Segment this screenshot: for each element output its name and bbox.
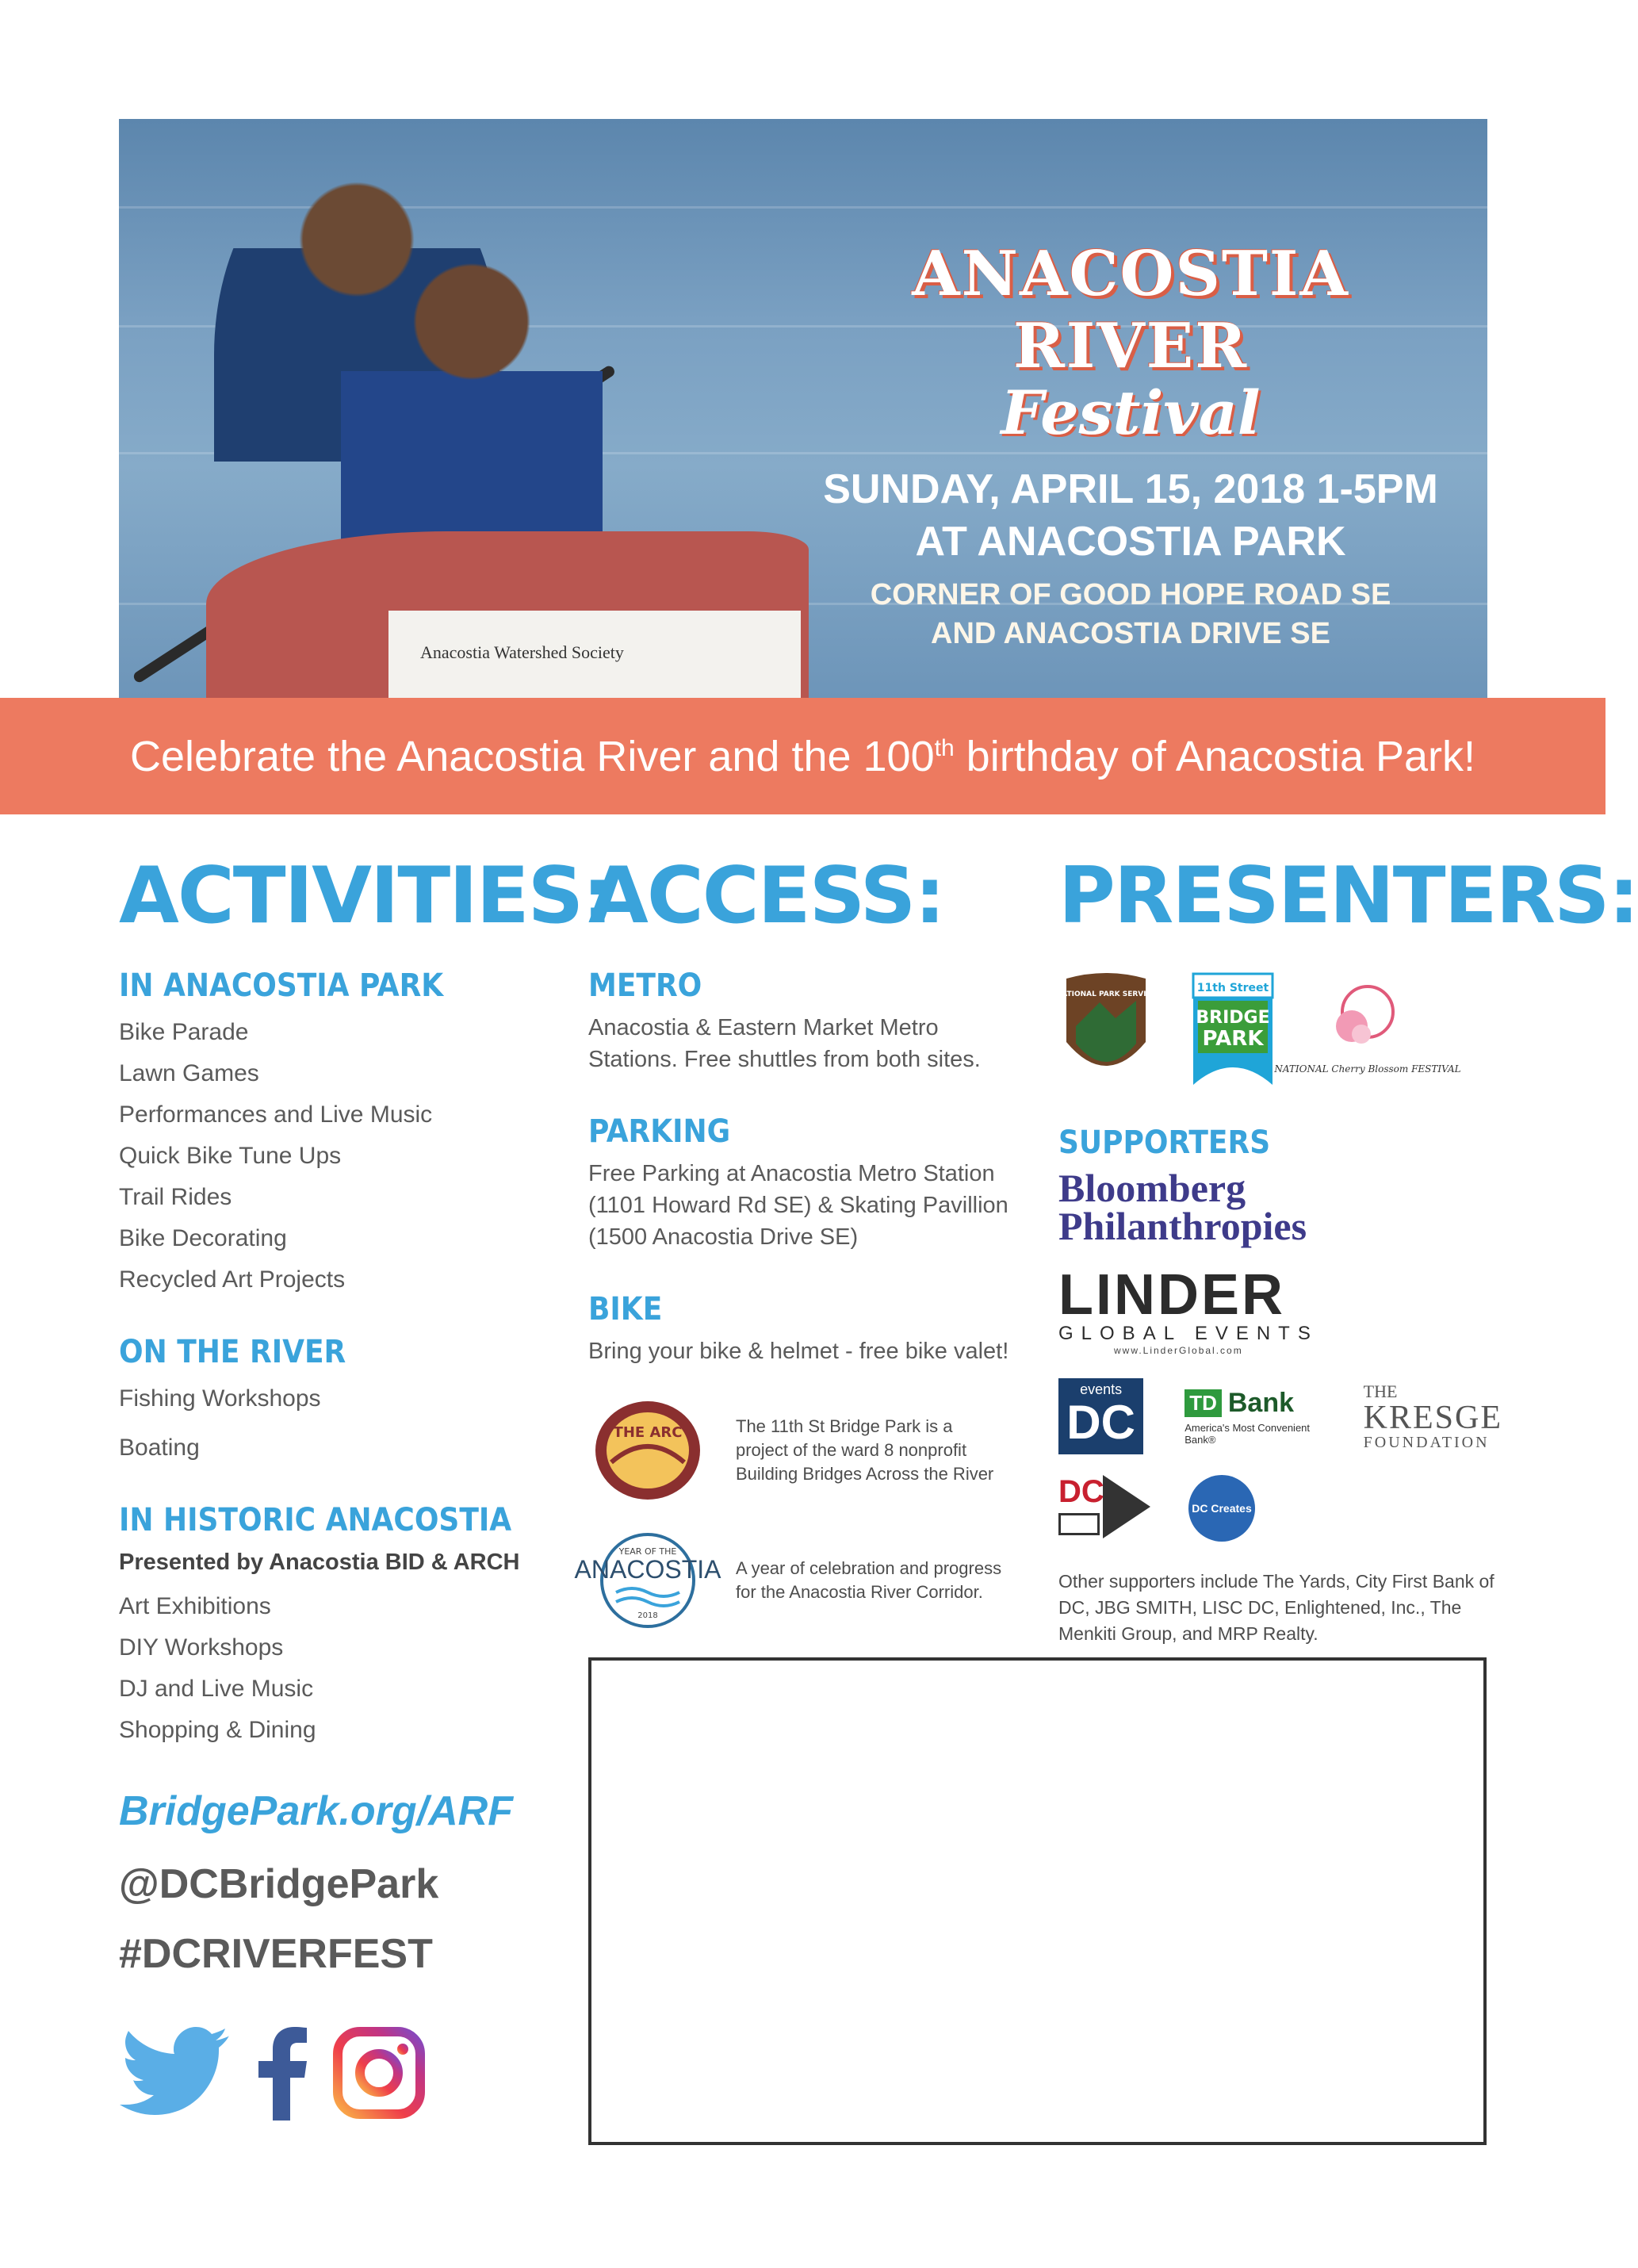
facebook-icon[interactable] [254,2025,309,2121]
access-heading: ACCESS: [588,851,944,941]
kresge-logo: THE KRESGE FOUNDATION [1363,1381,1502,1451]
list-item: Boating [119,1435,200,1461]
supporters-heading: SUPPORTERS [1058,1124,1271,1161]
presenters-heading: PRESENTERS: [1058,851,1638,941]
mailing-address-box [588,1657,1487,2145]
website-link[interactable]: BridgePark.org/ARF [119,1788,513,1834]
td-bank-logo: TD Bank America's Most Convenient Bank® [1184,1387,1311,1446]
parking-heading: PARKING [588,1113,731,1150]
twitter-handle: @DCBridgePark [119,1861,439,1907]
presenters-column [1055,849,1638,1647]
list-item: DJ and Live Music [119,1676,314,1702]
activities-heading: ACTIVITIES: [119,851,612,941]
festival-subtitle: Festival [1001,377,1261,448]
arc-logo [588,1399,707,1502]
sponsor-logos-row2 [1058,1475,1502,1542]
year-anacostia-logo [574,1529,721,1632]
twitter-icon[interactable] [119,2025,230,2121]
arc-description: The 11th St Bridge Park is a project of the ward 8 nonprofit Building Bridges Across the River [736,1416,994,1484]
hero-photo [119,119,1487,698]
historic-heading: IN HISTORIC ANACOSTIA [119,1502,512,1538]
svg-text:YEAR OF THE: YEAR OF THE [618,1546,677,1557]
cherry-blossom-logo [1274,979,1461,1082]
canoe-label [388,611,801,698]
hero-text-block [806,238,1456,651]
contact-links [119,1776,563,1986]
river-heading: ON THE RIVER [119,1334,346,1370]
event-address-2: AND ANACOSTIA DRIVE SE [931,617,1330,650]
list-item: Art Exhibitions [119,1593,271,1619]
list-item: Fishing Workshops [119,1385,321,1412]
canoe-text: Anacostia Watershed Society [420,642,624,662]
svg-text:NATIONAL PARK SERVICE: NATIONAL PARK SERVICE [1055,990,1157,998]
bike-text: Bring your bike & helmet - free bike valet! [588,1339,1009,1364]
park-heading: IN ANACOSTIA PARK [119,967,444,1004]
banner-text: Celebrate the Anacostia River and the 100th birthday of Anacostia Park! [129,732,1476,780]
historic-activity-list [119,1586,563,1751]
nps-logo [1055,971,1157,1090]
svg-text:ANACOSTIA: ANACOSTIA [574,1555,721,1584]
svg-text:2018: 2018 [637,1611,658,1620]
list-item: DIY Workshops [119,1634,284,1661]
list-item: Trail Rides [119,1184,232,1210]
celebration-banner [0,698,1605,814]
svg-text:THE ARC: THE ARC [613,1424,683,1441]
list-item: Bike Decorating [119,1225,287,1251]
list-item: Shopping & Dining [119,1717,316,1743]
svg-text:BRIDGE: BRIDGE [1196,1008,1270,1028]
instagram-icon[interactable] [333,2027,425,2119]
festival-title: ANACOSTIA RIVER [912,238,1349,382]
year-anacostia-description: A year of celebration and progress for the Anacostia River Corridor. [736,1558,1002,1602]
dc-logo: DC [1058,1475,1157,1542]
eventsdc-logo: events DC [1058,1378,1143,1454]
event-address-1: CORNER OF GOOD HOPE ROAD SE [870,578,1391,611]
park-activity-list [119,1012,563,1301]
parking-text: Free Parking at Anacostia Metro Station (1101 Howard Rd SE) & Skating Pavillion (1500 Anacostia Drive SE) [588,1161,1008,1250]
list-item: Lawn Games [119,1060,259,1086]
bloomberg-logo: Bloomberg Philanthropies [1058,1166,1307,1248]
social-icons [119,2025,563,2121]
bike-heading: BIKE [588,1291,663,1327]
event-venue: AT ANACOSTIA PARK [915,519,1346,565]
svg-text:PARK: PARK [1202,1027,1264,1051]
list-item: Quick Bike Tune Ups [119,1143,342,1169]
presenter-logos [1055,971,1502,1090]
metro-heading: METRO [588,967,702,1004]
sponsor-logos-row1 [1058,1378,1502,1454]
river-activity-list [119,1378,563,1469]
year-anacostia-row [574,1529,1032,1632]
historic-presented-by: Presented by Anacostia BID & ARCH [119,1550,520,1575]
svg-text:NATIONAL Cherry Blossom FESTIV: NATIONAL Cherry Blossom FESTIVAL [1274,1063,1461,1075]
bridge-park-logo [1185,971,1280,1090]
hashtag: #DCRIVERFEST [119,1931,433,1977]
event-date: SUNDAY, APRIL 15, 2018 1-5PM [823,466,1438,512]
access-column [574,849,1032,1632]
metro-text: Anacostia & Eastern Market Metro Stations. Free shuttles from both sites. [588,1015,981,1072]
arc-row [588,1399,1032,1502]
other-supporters: Other supporters include The Yards, City First Bank of DC, JBG SMITH, LISC DC, Enlightened, Inc., The Menkiti Group, and MRP Realty. [1058,1571,1494,1644]
linder-logo: LINDER GLOBAL EVENTS www.LinderGlobal.com [1058,1263,1318,1356]
list-item: Bike Parade [119,1019,249,1045]
svg-text:11th Street: 11th Street [1196,982,1269,994]
dc-creates-logo: DC Creates [1188,1475,1255,1542]
list-item: Performances and Live Music [119,1101,433,1128]
list-item: Recycled Art Projects [119,1266,346,1293]
activities-column [119,849,612,2121]
